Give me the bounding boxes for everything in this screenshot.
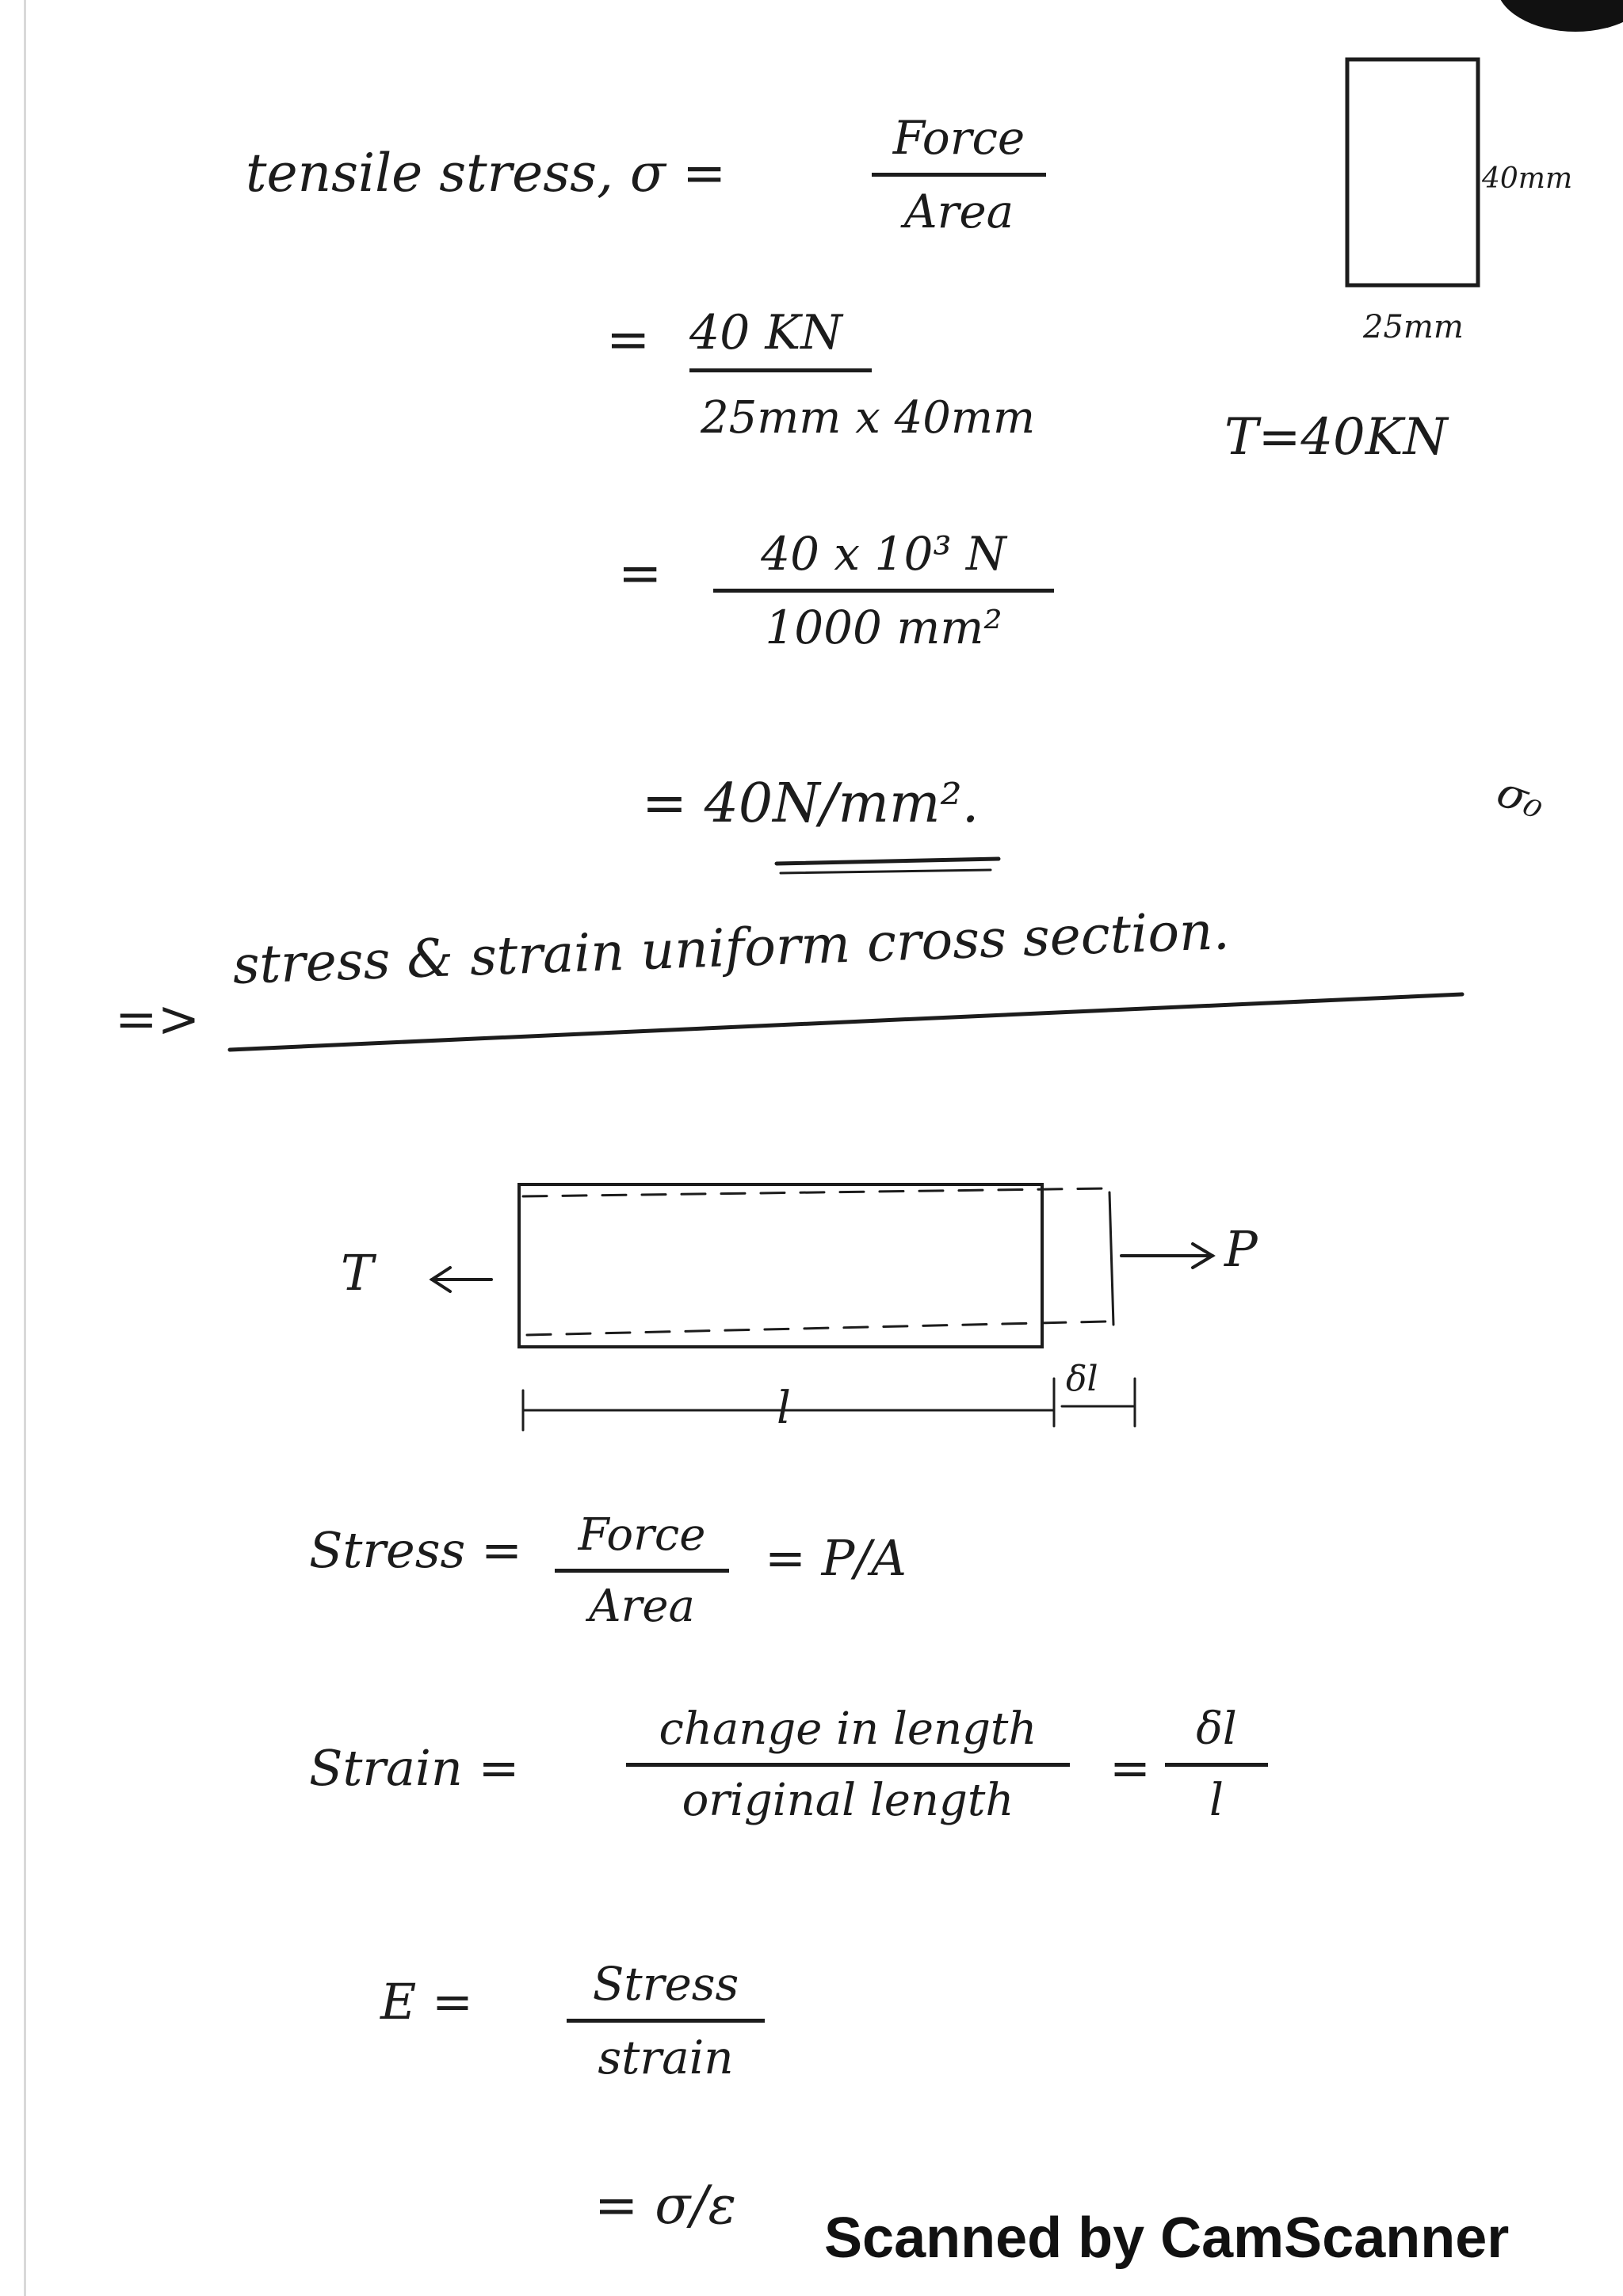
fraction-numerator: Stress bbox=[592, 1957, 739, 2011]
fraction-numerator: Force bbox=[578, 1509, 706, 1561]
step2-equals: = bbox=[618, 543, 663, 604]
scanner-watermark: Scanned by CamScanner bbox=[824, 2206, 1510, 2270]
modulus-formula-lhs: E = bbox=[380, 1973, 473, 2031]
rect-height-label: 40mm bbox=[1482, 162, 1573, 195]
stress-result: = 40N/mm². bbox=[642, 772, 980, 835]
sigma-note: σ₀ bbox=[1490, 765, 1552, 830]
load-label: T=40KN bbox=[1224, 408, 1448, 467]
fraction-numerator: Force bbox=[892, 111, 1025, 165]
length-label: l bbox=[777, 1383, 791, 1434]
section-arrow: => bbox=[115, 990, 200, 1049]
rect-width-label: 25mm bbox=[1363, 309, 1464, 345]
strain-formula-equals: = bbox=[1109, 1739, 1151, 1797]
stress-formula-rhs: = P/A bbox=[765, 1529, 907, 1587]
fraction-numerator: change in length bbox=[659, 1703, 1037, 1755]
fraction-denominator: 25mm x 40mm bbox=[700, 392, 1036, 444]
fraction-denominator: 1000 mm² bbox=[765, 601, 1002, 654]
tensile-stress-label: tensile stress, σ = bbox=[246, 143, 727, 204]
stress-formula-lhs: Stress = bbox=[309, 1521, 523, 1579]
fraction-denominator: Area bbox=[903, 185, 1014, 238]
step1-equals: = bbox=[606, 309, 651, 370]
fraction-numerator: δl bbox=[1196, 1703, 1237, 1755]
section-heading: stress & strain uniform cross section. bbox=[231, 900, 1231, 996]
fraction-denominator: strain bbox=[598, 2031, 734, 2084]
right-force-label: P bbox=[1224, 1220, 1258, 1278]
fraction-denominator: original length bbox=[682, 1775, 1014, 1826]
strain-formula-lhs: Strain = bbox=[309, 1739, 520, 1797]
extension-label: δl bbox=[1066, 1359, 1098, 1399]
left-force-label: T bbox=[341, 1244, 374, 1302]
final-ratio: = σ/ε bbox=[594, 2175, 736, 2236]
fraction-numerator: 40 x 10³ N bbox=[761, 527, 1006, 581]
fraction-numerator: 40 KN bbox=[689, 305, 842, 360]
fraction-denominator: l bbox=[1209, 1775, 1224, 1826]
fraction-denominator: Area bbox=[589, 1581, 695, 1632]
